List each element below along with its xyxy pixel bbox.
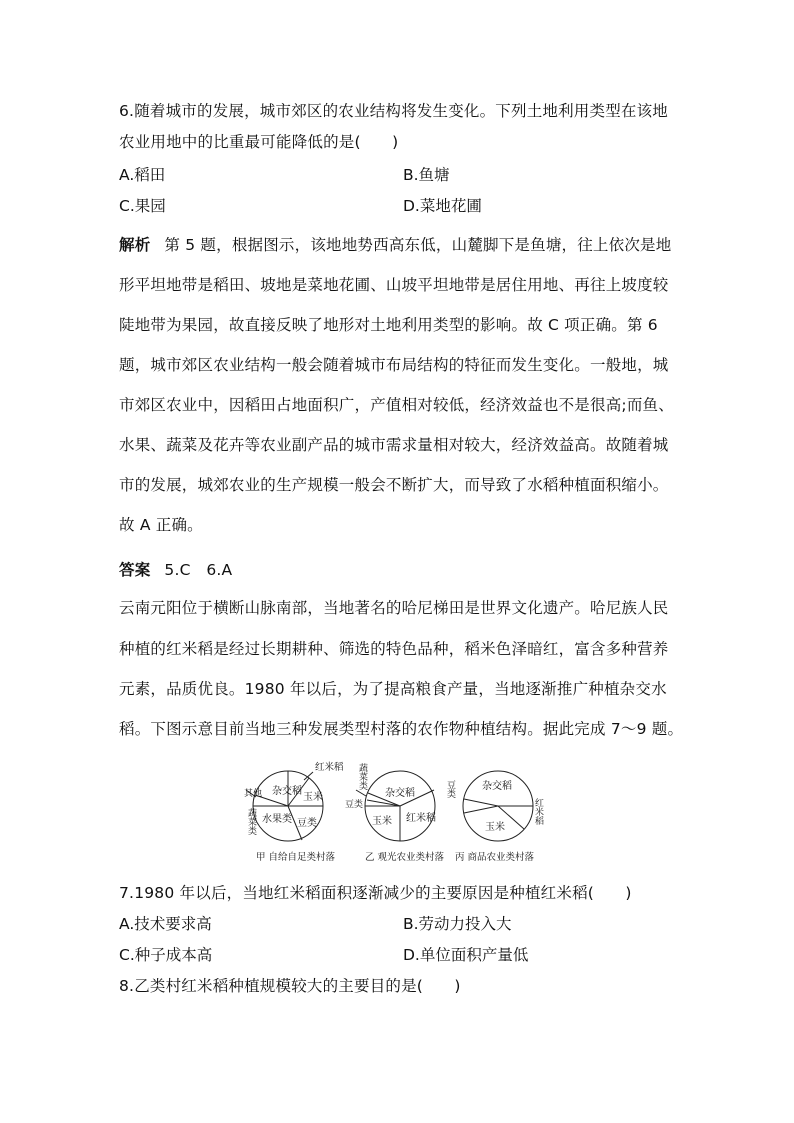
analysis-line5: 市郊区农业中，因稻田占地面积广，产值相对较低，经济效益也不是很高;而鱼、 [119,396,674,414]
q6-option-a: A.稻田 [119,166,166,184]
answer-value: 5.C 6.A [164,561,233,579]
q6-stem-line1: 6.随着城市的发展，城市郊区的农业结构将发生变化。下列土地利用类型在该地 [119,102,668,120]
pie-jia-label-hongmi: 红米稻 [315,762,344,773]
answer-line [119,560,232,580]
q7-option-b: B.劳动力投入大 [403,915,512,933]
passage-line4: 稻。下图示意目前当地三种发展类型村落的农作物种植结构。据此完成 7～9 题。 [119,720,684,738]
answer-label: 答案 [119,561,151,579]
q6-stem-line2: 农业用地中的比重最可能降低的是( ) [119,133,399,151]
passage-line3: 元素，品质优良。1980 年以后，为了提高粮食产量，当地逐渐推广种植杂交水 [119,680,667,698]
pie-bing-divider [464,806,498,813]
pie-jia-label-zajiao: 杂交稻 [272,786,302,797]
q8-stem: 8.乙类村红米稻种植规模较大的主要目的是( ) [119,977,461,995]
q7-option-a: A.技术要求高 [119,915,212,933]
caption-yi: 乙 观光农业类村落 [365,852,445,863]
q7-stem: 7.1980 年以后，当地红米稻面积逐渐减少的主要原因是种植红米稻( ) [119,884,632,902]
analysis-line7: 市的发展，城郊农业的生产规模一般会不断扩大，而导致了水稻种植面积缩小。 [119,476,669,494]
analysis-line8: 故 A 正确。 [119,516,203,534]
pie-jia-label-yumi: 玉米 [303,792,323,803]
analysis-line2: 形平坦地带是稻田、坡地是菜地花圃、山坡平坦地带是居住用地、再往上坡度较 [119,276,669,294]
analysis-line6: 水果、蔬菜及花卉等农业副产品的城市需求量相对较大，经济效益高。故随着城 [119,436,669,454]
analysis-line1 [119,235,671,255]
pie-bing-divider [464,799,498,806]
pie-yi-label-shucai: 蔬菜类 [357,763,367,790]
pie-jia-label-shucai: 蔬菜类 [246,808,256,835]
pie-bing-label-hongmi: 红米稻 [533,798,543,825]
analysis-line3: 陡地带为果园，故直接反映了地形对土地利用类型的影响。故 C 项正确。第 6 [119,316,658,334]
q6-option-d: D.菜地花圃 [403,197,482,215]
q6-option-c: C.果园 [119,197,166,215]
q6-option-b: B.鱼塘 [403,166,450,184]
q7-option-d: D.单位面积产量低 [403,946,529,964]
pie-bing-label-zajiao: 杂交稻 [482,781,512,792]
pie-bing-label-yumi: 玉米 [485,822,505,833]
pie-yi-label-zajiao: 杂交稻 [385,788,415,799]
pie-yi-label-hongmi: 红米稻 [406,813,436,824]
crop-structure-figure [242,760,554,868]
pie-yi-leader-line [356,790,366,796]
analysis-text-1: 第 5 题，根据图示，该地地势西高东低，山麓脚下是鱼塘，往上依次是地 [164,236,672,254]
passage-line2: 种植的红米稻是经过长期耕种、筛选的特色品种，稻米色泽暗红，富含多种营养 [119,640,669,658]
analysis-label: 解析 [119,236,151,254]
q7-option-c: C.种子成本高 [119,946,213,964]
pie-yi-label-doulei: 豆类 [345,800,364,810]
pie-bing-label-doulei: 豆类 [445,780,455,798]
caption-bing: 丙 商品农业类村落 [455,852,535,863]
pie-yi-divider [367,800,400,806]
caption-jia: 甲 自给自足类村落 [256,852,336,863]
pie-jia-label-shuiguo: 水果类 [262,814,292,825]
passage-line1: 云南元阳位于横断山脉南部，当地著名的哈尼梯田是世界文化遗产。哈尼族人民 [119,599,669,617]
analysis-line4: 题，城市郊区农业结构一般会随着城市布局结构的特征而发生变化。一般地，城 [119,356,669,374]
pie-jia-label-qita: 其他 [244,789,263,799]
pie-jia-label-doulei: 豆类 [297,818,317,829]
pie-yi-label-yumi: 玉米 [372,816,392,827]
